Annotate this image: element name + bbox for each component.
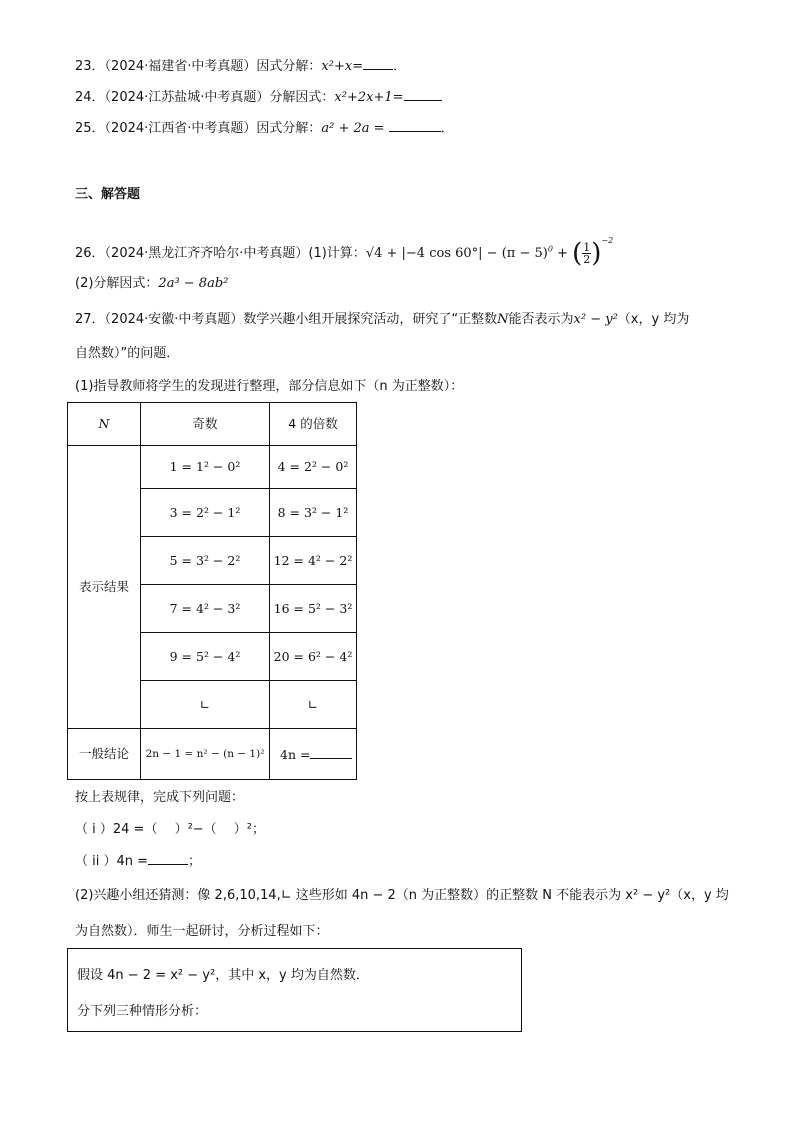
table-header-N: N (68, 403, 141, 446)
q25-label: 25．（2024·江西省·中考真题）因式分解： (75, 121, 322, 136)
q27-line1b: 能否表示为 (508, 312, 574, 327)
table-general-mult4-blank[interactable] (310, 746, 352, 759)
table-cell-ellipsis: ∟ (141, 681, 270, 729)
question-23 (75, 57, 406, 76)
q26-fraction (582, 242, 591, 265)
q23-answer-blank[interactable] (363, 57, 393, 70)
q24-expr: x²+2x+1= (334, 90, 404, 105)
question-27-line2: 自然数）”的问题． (75, 346, 180, 361)
sub-ii-answer-blank[interactable] (148, 852, 188, 865)
part2-line1: (2)兴趣小组还猜测：像 2,6,10,14,∟ 这些形如 4n − 2（n 为正整数）的正整数 N 不能表示为 x² − y²（x，y 均 (75, 888, 729, 903)
q27-N: N (497, 312, 509, 327)
table-header-odd: 奇数 (141, 403, 270, 446)
sub-question-ii (75, 852, 201, 871)
data-table (67, 402, 357, 780)
q26-part2-expr: 2a³ − 8ab² (158, 276, 229, 291)
q26-frac-num: 1 (583, 241, 591, 254)
q25-end: ． (440, 121, 454, 136)
q23-end: ． (393, 59, 407, 74)
table-cell-mult4: 8 = 3² − 1² (270, 489, 357, 537)
question-26-part2 (75, 275, 228, 293)
sub-ii-label: （ ii ）4n = (75, 854, 149, 869)
box-line2: 分下列三种情形分析： (77, 1004, 208, 1019)
q26-label: 26．（2024·黑龙江齐齐哈尔·中考真题）(1)计算： (75, 246, 366, 261)
q26-plus: + (552, 246, 573, 261)
question-27-line1 (75, 311, 689, 329)
q23-label: 23．（2024·福建省·中考真题）因式分解： (75, 59, 322, 74)
q26-frac-den: 2 (583, 253, 591, 266)
table-cell-odd: 1 = 1² − 0² (141, 446, 270, 489)
q24-answer-blank[interactable] (404, 88, 442, 101)
table-cell-ellipsis: ∟ (270, 681, 357, 729)
q27-expr: x² − y² (573, 312, 618, 327)
q25-answer-blank[interactable] (389, 119, 441, 132)
follow-instruction: 按上表规律，完成下列问题： (75, 790, 245, 805)
q23-expr: x²+x= (321, 59, 364, 74)
table-cell-odd: 9 = 5² − 4² (141, 633, 270, 681)
row-label-general: 一般结论 (68, 729, 141, 780)
table-cell-odd: 3 = 2² − 1² (141, 489, 270, 537)
q26-exp0: 0 (547, 244, 553, 254)
table-cell-odd: 5 = 3² − 2² (141, 537, 270, 585)
q26-part2-label: (2)分解因式： (75, 276, 159, 291)
q25-expr: a² + 2a = (321, 121, 385, 136)
table-cell-mult4: 4 = 2² − 0² (270, 446, 357, 489)
question-25 (75, 119, 454, 138)
part2-line2: 为自然数）．师生一起研讨，分析过程如下： (75, 924, 329, 939)
sub-question-i: （ i ）24 =（ ）²−（ ）²； (75, 822, 266, 837)
q26-expr: √4 + |−4 cos 60°| − (π − 5) (365, 246, 548, 261)
table-header-mult4: 4 的倍数 (270, 403, 357, 446)
question-27-part1: (1)指导教师将学生的发现进行整理，部分信息如下（n 为正整数）： (75, 379, 464, 394)
table-cell-mult4: 20 = 6² − 4² (270, 633, 357, 681)
table-general-odd: 2n − 1 = n² − (n − 1)² (141, 729, 270, 780)
table-cell-mult4: 12 = 4² − 2² (270, 537, 357, 585)
q24-label: 24．（2024·江苏盐城·中考真题）分解因式： (75, 90, 335, 105)
q26-exp-neg2: −2 (601, 236, 614, 245)
table-cell-mult4: 16 = 5² − 3² (270, 585, 357, 633)
table-general-mult4 (270, 729, 357, 780)
sub-ii-end: ； (188, 854, 202, 869)
table-cell-odd: 7 = 4² − 3² (141, 585, 270, 633)
row-label-results: 表示结果 (68, 446, 141, 729)
question-26: 26．（2024·黑龙江齐齐哈尔·中考真题）(1)计算：√4 + |−4 $\cos 60^\circ| - (\pi - 5)^0$ + ( $\frac{1}{2}$ )$^{-2}$ (75, 236, 614, 269)
section-heading: 三、解答题 (75, 187, 141, 202)
q27-line1: 27．（2024·安徽·中考真题）数学兴趣小组开展探究活动，研究了“正整数 (75, 312, 498, 327)
question-24 (75, 88, 442, 107)
box-line1: 假设 4n − 2 = x² − y²，其中 x，y 均为自然数． (77, 968, 369, 983)
table-general-mult4-text: 4n = (280, 746, 311, 762)
q27-line1c: （x，y 均为 (617, 312, 690, 327)
analysis-box (67, 948, 522, 1032)
